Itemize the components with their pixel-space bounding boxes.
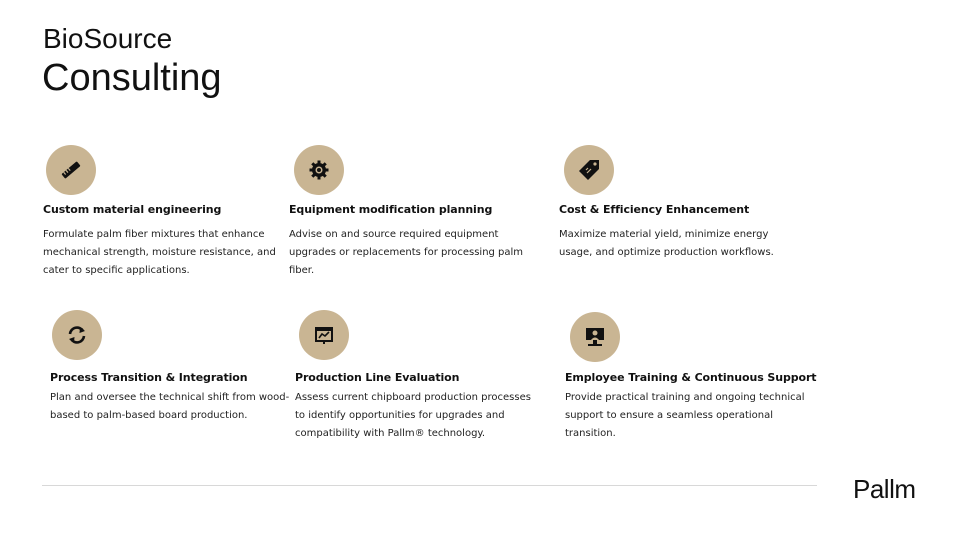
service-description: Provide practical training and ongoing technical support to ensure a seamless operational transition. (565, 392, 805, 439)
price-tag-icon (564, 145, 614, 195)
page-title-line-1: BioSource (43, 23, 173, 54)
service-title: Equipment modification planning (289, 203, 493, 216)
teacher-board-icon (570, 312, 620, 362)
ruler-icon (46, 145, 96, 195)
service-card (50, 310, 310, 421)
service-title: Cost & Efficiency Enhancement (559, 203, 750, 216)
service-title: Custom material engineering (43, 203, 222, 216)
service-title: Process Transition & Integration (50, 371, 248, 384)
service-card (43, 145, 303, 276)
service-description: Advise on and source required equipment upgrades or replacements for processing palm fiber. (289, 229, 524, 276)
service-title: Employee Training & Continuous Support (565, 371, 817, 384)
refresh-icon (52, 310, 102, 360)
service-description: Plan and oversee the technical shift from wood-based to palm-based board production. (50, 392, 290, 421)
page-title-line-2: Consulting (42, 57, 222, 99)
service-card (295, 310, 555, 439)
service-description: Formulate palm fiber mixtures that enhance mechanical strength, moisture resistance, and cater to specific applications. (43, 229, 276, 276)
service-card (565, 312, 825, 439)
service-description: Maximize material yield, minimize energy usage, and optimize production workflows. (559, 229, 774, 258)
service-card (289, 145, 549, 276)
gear-icon (294, 145, 344, 195)
service-title: Production Line Evaluation (295, 371, 460, 384)
presentation-chart-icon (299, 310, 349, 360)
service-description: Assess current chipboard production processes to identify opportunities for upgrades and compatibility with Pallm® technology. (295, 392, 531, 439)
pallm-logo: Pallm (853, 474, 916, 504)
footer-divider (42, 485, 817, 486)
service-card (559, 145, 819, 258)
